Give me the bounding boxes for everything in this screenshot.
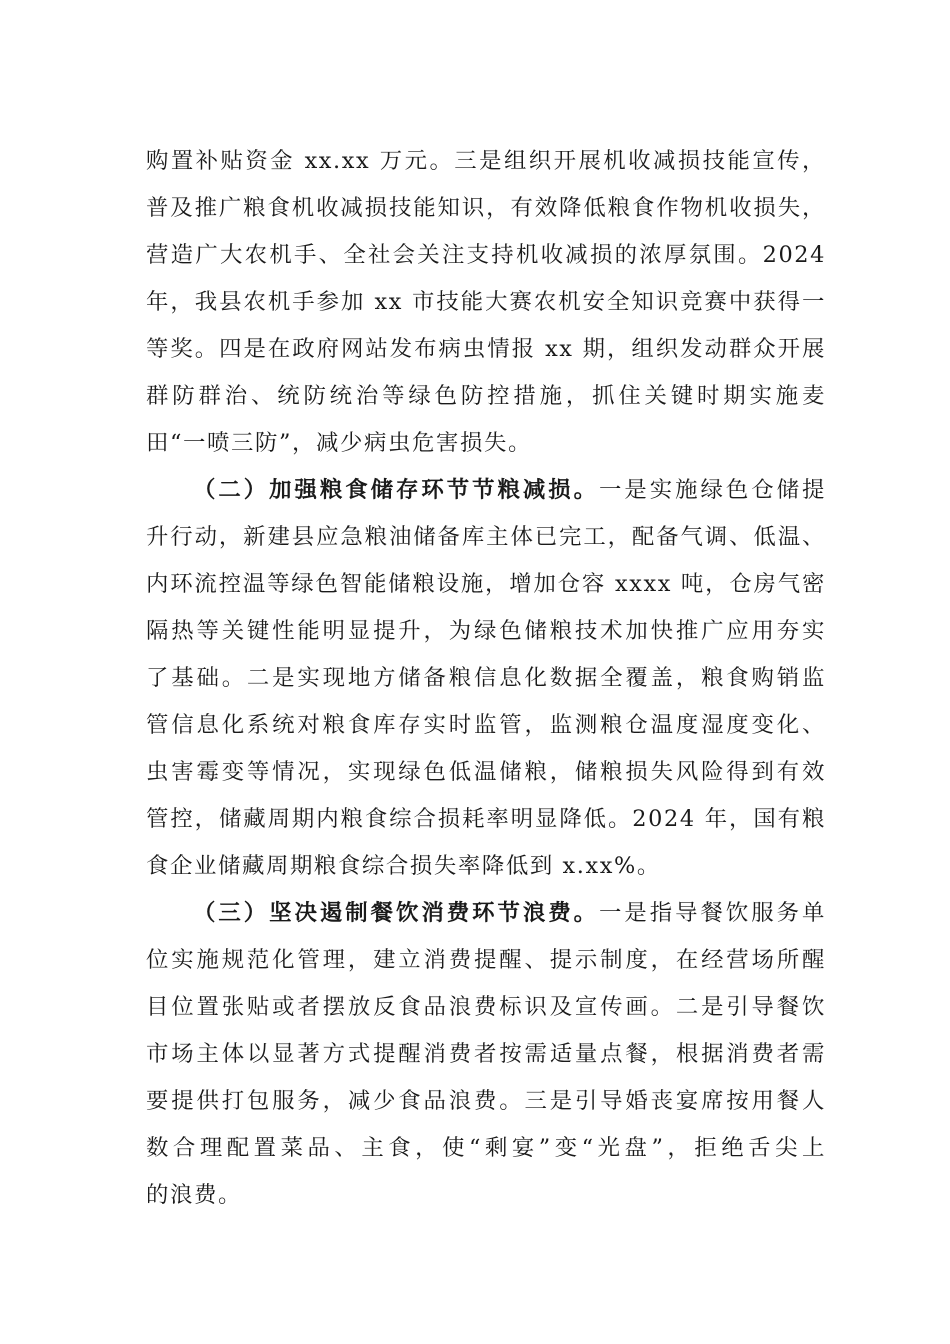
paragraph-1 (146, 138, 826, 467)
text-line-first (146, 890, 826, 937)
paragraph-3 (146, 890, 826, 1219)
text-line: 等奖。四是在政府网站发布病虫情报 xx 期，组织发动群众开展 (146, 336, 826, 362)
text-line: 管控，储藏周期内粮食综合损耗率明显降低。2024 年，国有粮 (146, 806, 826, 832)
text-line: 群防群治、统防统治等绿色防控措施，抓住关键时期实施麦 (146, 383, 826, 409)
text-line: 隔热等关键性能明显提升，为绿色储粮技术加快推广应用夯实 (146, 618, 826, 644)
section-heading-3: （三）坚决遏制餐饮消费环节浪费。 (193, 900, 600, 926)
paragraph-2 (146, 467, 826, 890)
text-line: 的浪费。 (146, 1182, 242, 1208)
text-line: 升行动，新建县应急粮油储备库主体已完工，配备气调、低温、 (146, 524, 826, 550)
heading-continuation: 一是指导餐饮服务单 (599, 900, 826, 926)
text-line: 内环流控温等绿色智能储粮设施，增加仓容 xxxx 吨，仓房气密 (146, 571, 826, 597)
text-line: 营造广大农机手、全社会关注支持机收减损的浓厚氛围。2024 (146, 242, 826, 268)
text-line: 目位置张贴或者摆放反食品浪费标识及宣传画。二是引导餐饮 (146, 994, 826, 1020)
section-heading-2: （二）加强粮食储存环节节粮减损。 (193, 477, 600, 503)
text-line: 购置补贴资金 xx.xx 万元。三是组织开展机收减损技能宣传， (146, 148, 826, 174)
heading-continuation: 一是实施绿色仓储提 (599, 477, 826, 503)
text-line: 普及推广粮食机收减损技能知识，有效降低粮食作物机收损失， (146, 195, 826, 221)
text-line-first (146, 467, 826, 514)
text-line: 市场主体以显著方式提醒消费者按需适量点餐，根据消费者需 (146, 1041, 826, 1067)
text-line: 位实施规范化管理，建立消费提醒、提示制度，在经营场所醒 (146, 947, 826, 973)
text-line: 要提供打包服务，减少食品浪费。三是引导婚丧宴席按用餐人 (146, 1088, 826, 1114)
text-line: 食企业储藏周期粮食综合损失率降低到 x.xx%。 (146, 853, 661, 879)
text-line: 虫害霉变等情况，实现绿色低温储粮，储粮损失风险得到有效 (146, 759, 826, 785)
text-line: 管信息化系统对粮食库存实时监管，监测粮仓温度湿度变化、 (146, 712, 826, 738)
text-line: 田“一喷三防”，减少病虫危害损失。 (146, 430, 532, 456)
text-line: 年，我县农机手参加 xx 市技能大赛农机安全知识竞赛中获得一 (146, 289, 826, 315)
text-line: 了基础。二是实现地方储备粮信息化数据全覆盖，粮食购销监 (146, 665, 826, 691)
text-line: 数合理配置菜品、主食，使“剩宴”变“光盘”，拒绝舌尖上 (146, 1135, 826, 1161)
document-body (146, 138, 826, 1219)
